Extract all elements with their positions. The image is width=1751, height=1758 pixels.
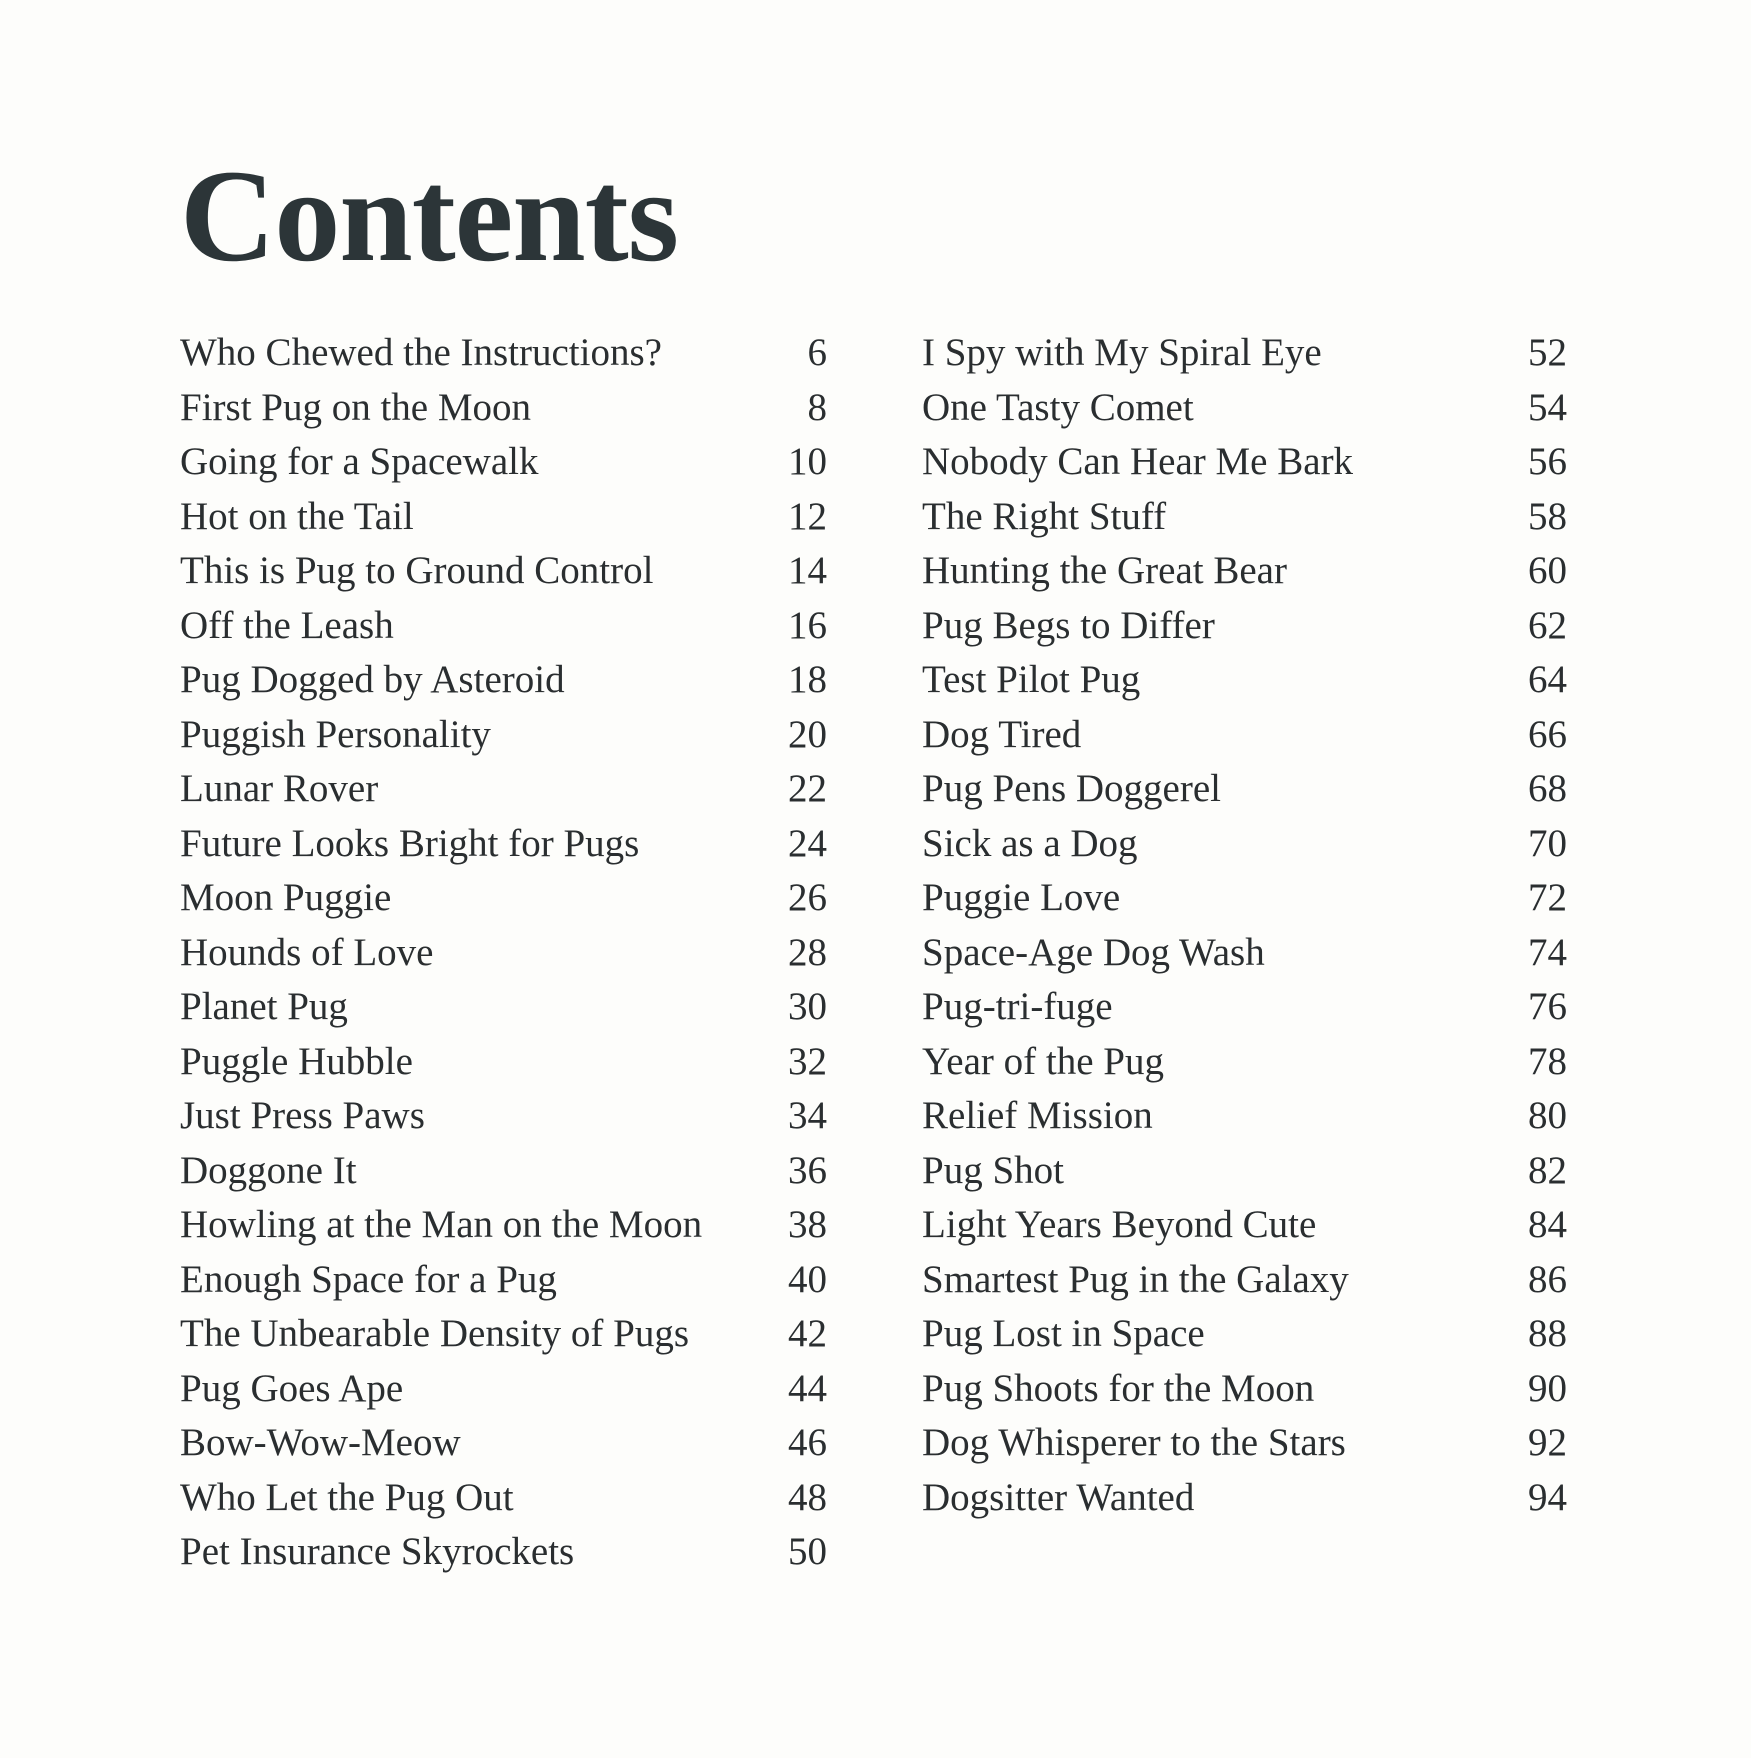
toc-entry xyxy=(180,1253,827,1308)
toc-entry-page-number: 12 xyxy=(788,494,827,538)
toc-entry-title: Relief Mission xyxy=(922,1094,1153,1137)
toc-entry xyxy=(922,1253,1567,1308)
toc-entry-title: Just Press Paws xyxy=(180,1094,425,1137)
toc-entry-title: The Right Stuff xyxy=(922,494,1167,538)
toc-entry-title: Off the Leash xyxy=(180,603,394,647)
toc-entry-page-number: 28 xyxy=(788,930,827,974)
toc-entry-page-number: 58 xyxy=(1528,494,1567,538)
toc-entry-page-number: 26 xyxy=(788,876,827,919)
toc-entry-title: Dogsitter Wanted xyxy=(922,1475,1195,1519)
toc-entry-page-number: 42 xyxy=(788,1312,827,1355)
toc-entry-page-number: 54 xyxy=(1528,385,1567,429)
toc-entry-title: Who Let the Pug Out xyxy=(180,1475,514,1519)
toc-entry-title: Pet Insurance Skyrockets xyxy=(180,1530,575,1573)
toc-entry-page-number: 46 xyxy=(788,1421,827,1464)
toc-entry xyxy=(922,1416,1567,1471)
toc-entry xyxy=(180,1362,827,1417)
toc-entry xyxy=(922,326,1567,381)
toc-entry-title: One Tasty Comet xyxy=(922,385,1194,429)
toc-entry-title: The Unbearable Density of Pugs xyxy=(180,1312,690,1355)
toc-entry-page-number: 56 xyxy=(1528,440,1567,483)
toc-entry xyxy=(180,871,827,926)
toc-entry-page-number: 38 xyxy=(788,1203,827,1246)
toc-entry-page-number: 48 xyxy=(788,1475,827,1519)
toc-entry xyxy=(922,980,1567,1035)
toc-entry-title: Puggle Hubble xyxy=(180,1039,413,1083)
page-title: Contents xyxy=(180,142,679,289)
toc-entry-title: Pug Shot xyxy=(922,1148,1064,1192)
toc-entry-title: Planet Pug xyxy=(180,985,348,1028)
toc-entry-title: Howling at the Man on the Moon xyxy=(180,1203,703,1246)
toc-entry xyxy=(180,817,827,872)
toc-entry-title: Puggish Personality xyxy=(180,712,491,756)
toc-entry-title: Year of the Pug xyxy=(922,1039,1164,1083)
toc-entry xyxy=(180,435,827,490)
toc-entry-title: I Spy with My Spiral Eye xyxy=(922,331,1322,374)
toc-entry-title: Sick as a Dog xyxy=(922,821,1138,865)
toc-entry xyxy=(922,490,1567,545)
toc-entry xyxy=(180,1198,827,1253)
toc-entry-title: Future Looks Bright for Pugs xyxy=(180,821,640,865)
toc-entry-page-number: 94 xyxy=(1528,1475,1567,1519)
toc-entry xyxy=(922,653,1567,708)
toc-entry-page-number: 8 xyxy=(807,385,827,429)
toc-entry-title: Moon Puggie xyxy=(180,876,392,919)
toc-entry-title: First Pug on the Moon xyxy=(180,385,532,429)
toc-entry xyxy=(922,926,1567,981)
toc-entry xyxy=(180,1307,827,1362)
toc-entry-page-number: 80 xyxy=(1528,1094,1567,1137)
toc-entry-title: Bow-Wow-Meow xyxy=(180,1421,461,1464)
toc-entry-title: Pug Pens Doggerel xyxy=(922,767,1221,810)
toc-entry xyxy=(922,1144,1567,1199)
toc-entry-page-number: 64 xyxy=(1528,658,1567,701)
toc-entry xyxy=(922,1307,1567,1362)
toc-entry xyxy=(180,599,827,654)
toc-entry-page-number: 74 xyxy=(1528,930,1567,974)
toc-entry-page-number: 22 xyxy=(788,767,827,810)
toc-entry xyxy=(922,817,1567,872)
toc-entry-page-number: 36 xyxy=(788,1148,827,1192)
toc-entry-page-number: 32 xyxy=(788,1039,827,1083)
toc-entry-page-number: 10 xyxy=(788,440,827,483)
toc-entry-page-number: 90 xyxy=(1528,1366,1567,1410)
toc-entry xyxy=(180,381,827,436)
toc-left-column xyxy=(180,326,827,1580)
toc-entry-title: Pug Goes Ape xyxy=(180,1366,404,1410)
toc-entry-title: Pug Dogged by Asteroid xyxy=(180,658,565,701)
toc-entry xyxy=(180,653,827,708)
toc-entry xyxy=(180,1035,827,1090)
toc-entry-page-number: 44 xyxy=(788,1366,827,1410)
toc-entry-page-number: 6 xyxy=(807,331,827,374)
toc-entry xyxy=(922,435,1567,490)
toc-entry-page-number: 84 xyxy=(1528,1203,1567,1246)
toc-entry-page-number: 52 xyxy=(1528,331,1567,374)
toc-entry-title: Dog Whisperer to the Stars xyxy=(922,1421,1346,1464)
toc-entry-page-number: 86 xyxy=(1528,1257,1567,1301)
toc-entry-title: Pug Begs to Differ xyxy=(922,603,1215,647)
toc-entry-page-number: 70 xyxy=(1528,821,1567,865)
toc-entry xyxy=(922,1362,1567,1417)
toc-entry xyxy=(180,926,827,981)
toc-entry-title: Who Chewed the Instructions? xyxy=(180,331,662,374)
toc-entry-page-number: 82 xyxy=(1528,1148,1567,1192)
toc-entry-title: Hunting the Great Bear xyxy=(922,549,1287,592)
toc-entry-title: Pug Shoots for the Moon xyxy=(922,1366,1315,1410)
toc-entry-title: Hounds of Love xyxy=(180,930,434,974)
toc-entry-title: Lunar Rover xyxy=(180,767,379,810)
toc-entry xyxy=(180,708,827,763)
toc-entry xyxy=(922,599,1567,654)
toc-entry-page-number: 40 xyxy=(788,1257,827,1301)
toc-entry-title: Light Years Beyond Cute xyxy=(922,1203,1317,1246)
toc-entry xyxy=(180,980,827,1035)
toc-entry-title: Nobody Can Hear Me Bark xyxy=(922,440,1354,483)
toc-entry-page-number: 92 xyxy=(1528,1421,1567,1464)
toc-entry xyxy=(180,1416,827,1471)
toc-entry xyxy=(922,544,1567,599)
toc-entry-page-number: 66 xyxy=(1528,712,1567,756)
toc-entry-title: This is Pug to Ground Control xyxy=(180,549,654,592)
toc-entry-page-number: 18 xyxy=(788,658,827,701)
toc-entry-title: Space-Age Dog Wash xyxy=(922,930,1265,974)
toc-entry-title: Hot on the Tail xyxy=(180,494,414,538)
toc-right-column xyxy=(922,326,1567,1525)
toc-entry-title: Dog Tired xyxy=(922,712,1082,756)
toc-entry xyxy=(180,1144,827,1199)
toc-entry xyxy=(180,1525,827,1580)
toc-entry-page-number: 60 xyxy=(1528,549,1567,592)
toc-entry xyxy=(922,1089,1567,1144)
toc-entry xyxy=(180,1089,827,1144)
toc-entry-page-number: 68 xyxy=(1528,767,1567,810)
toc-entry-title: Puggie Love xyxy=(922,876,1121,919)
toc-entry-page-number: 30 xyxy=(788,985,827,1028)
toc-entry-page-number: 78 xyxy=(1528,1039,1567,1083)
toc-entry-page-number: 20 xyxy=(788,712,827,756)
toc-entry-page-number: 76 xyxy=(1528,985,1567,1028)
toc-entry-page-number: 34 xyxy=(788,1094,827,1137)
toc-entry-title: Smartest Pug in the Galaxy xyxy=(922,1257,1349,1301)
toc-entry xyxy=(922,762,1567,817)
toc-entry xyxy=(922,1198,1567,1253)
toc-entry-title: Test Pilot Pug xyxy=(922,658,1141,701)
toc-entry-page-number: 72 xyxy=(1528,876,1567,919)
toc-entry xyxy=(922,871,1567,926)
toc-entry-title: Enough Space for a Pug xyxy=(180,1257,557,1301)
toc-entry xyxy=(922,1035,1567,1090)
toc-entry xyxy=(922,708,1567,763)
toc-entry xyxy=(180,490,827,545)
toc-entry xyxy=(180,1471,827,1526)
toc-entry xyxy=(180,326,827,381)
toc-entry-page-number: 88 xyxy=(1528,1312,1567,1355)
toc-entry xyxy=(922,381,1567,436)
toc-entry xyxy=(180,762,827,817)
toc-entry-page-number: 14 xyxy=(788,549,827,592)
toc-entry-title: Doggone It xyxy=(180,1148,357,1192)
toc-entry xyxy=(180,544,827,599)
toc-entry-page-number: 50 xyxy=(788,1530,827,1573)
toc-entry xyxy=(922,1471,1567,1526)
toc-entry-title: Pug Lost in Space xyxy=(922,1312,1205,1355)
toc-entry-page-number: 16 xyxy=(788,603,827,647)
toc-entry-title: Going for a Spacewalk xyxy=(180,440,539,483)
toc-entry-page-number: 24 xyxy=(788,821,827,865)
toc-entry-page-number: 62 xyxy=(1528,603,1567,647)
toc-entry-title: Pug-tri-fuge xyxy=(922,985,1113,1028)
